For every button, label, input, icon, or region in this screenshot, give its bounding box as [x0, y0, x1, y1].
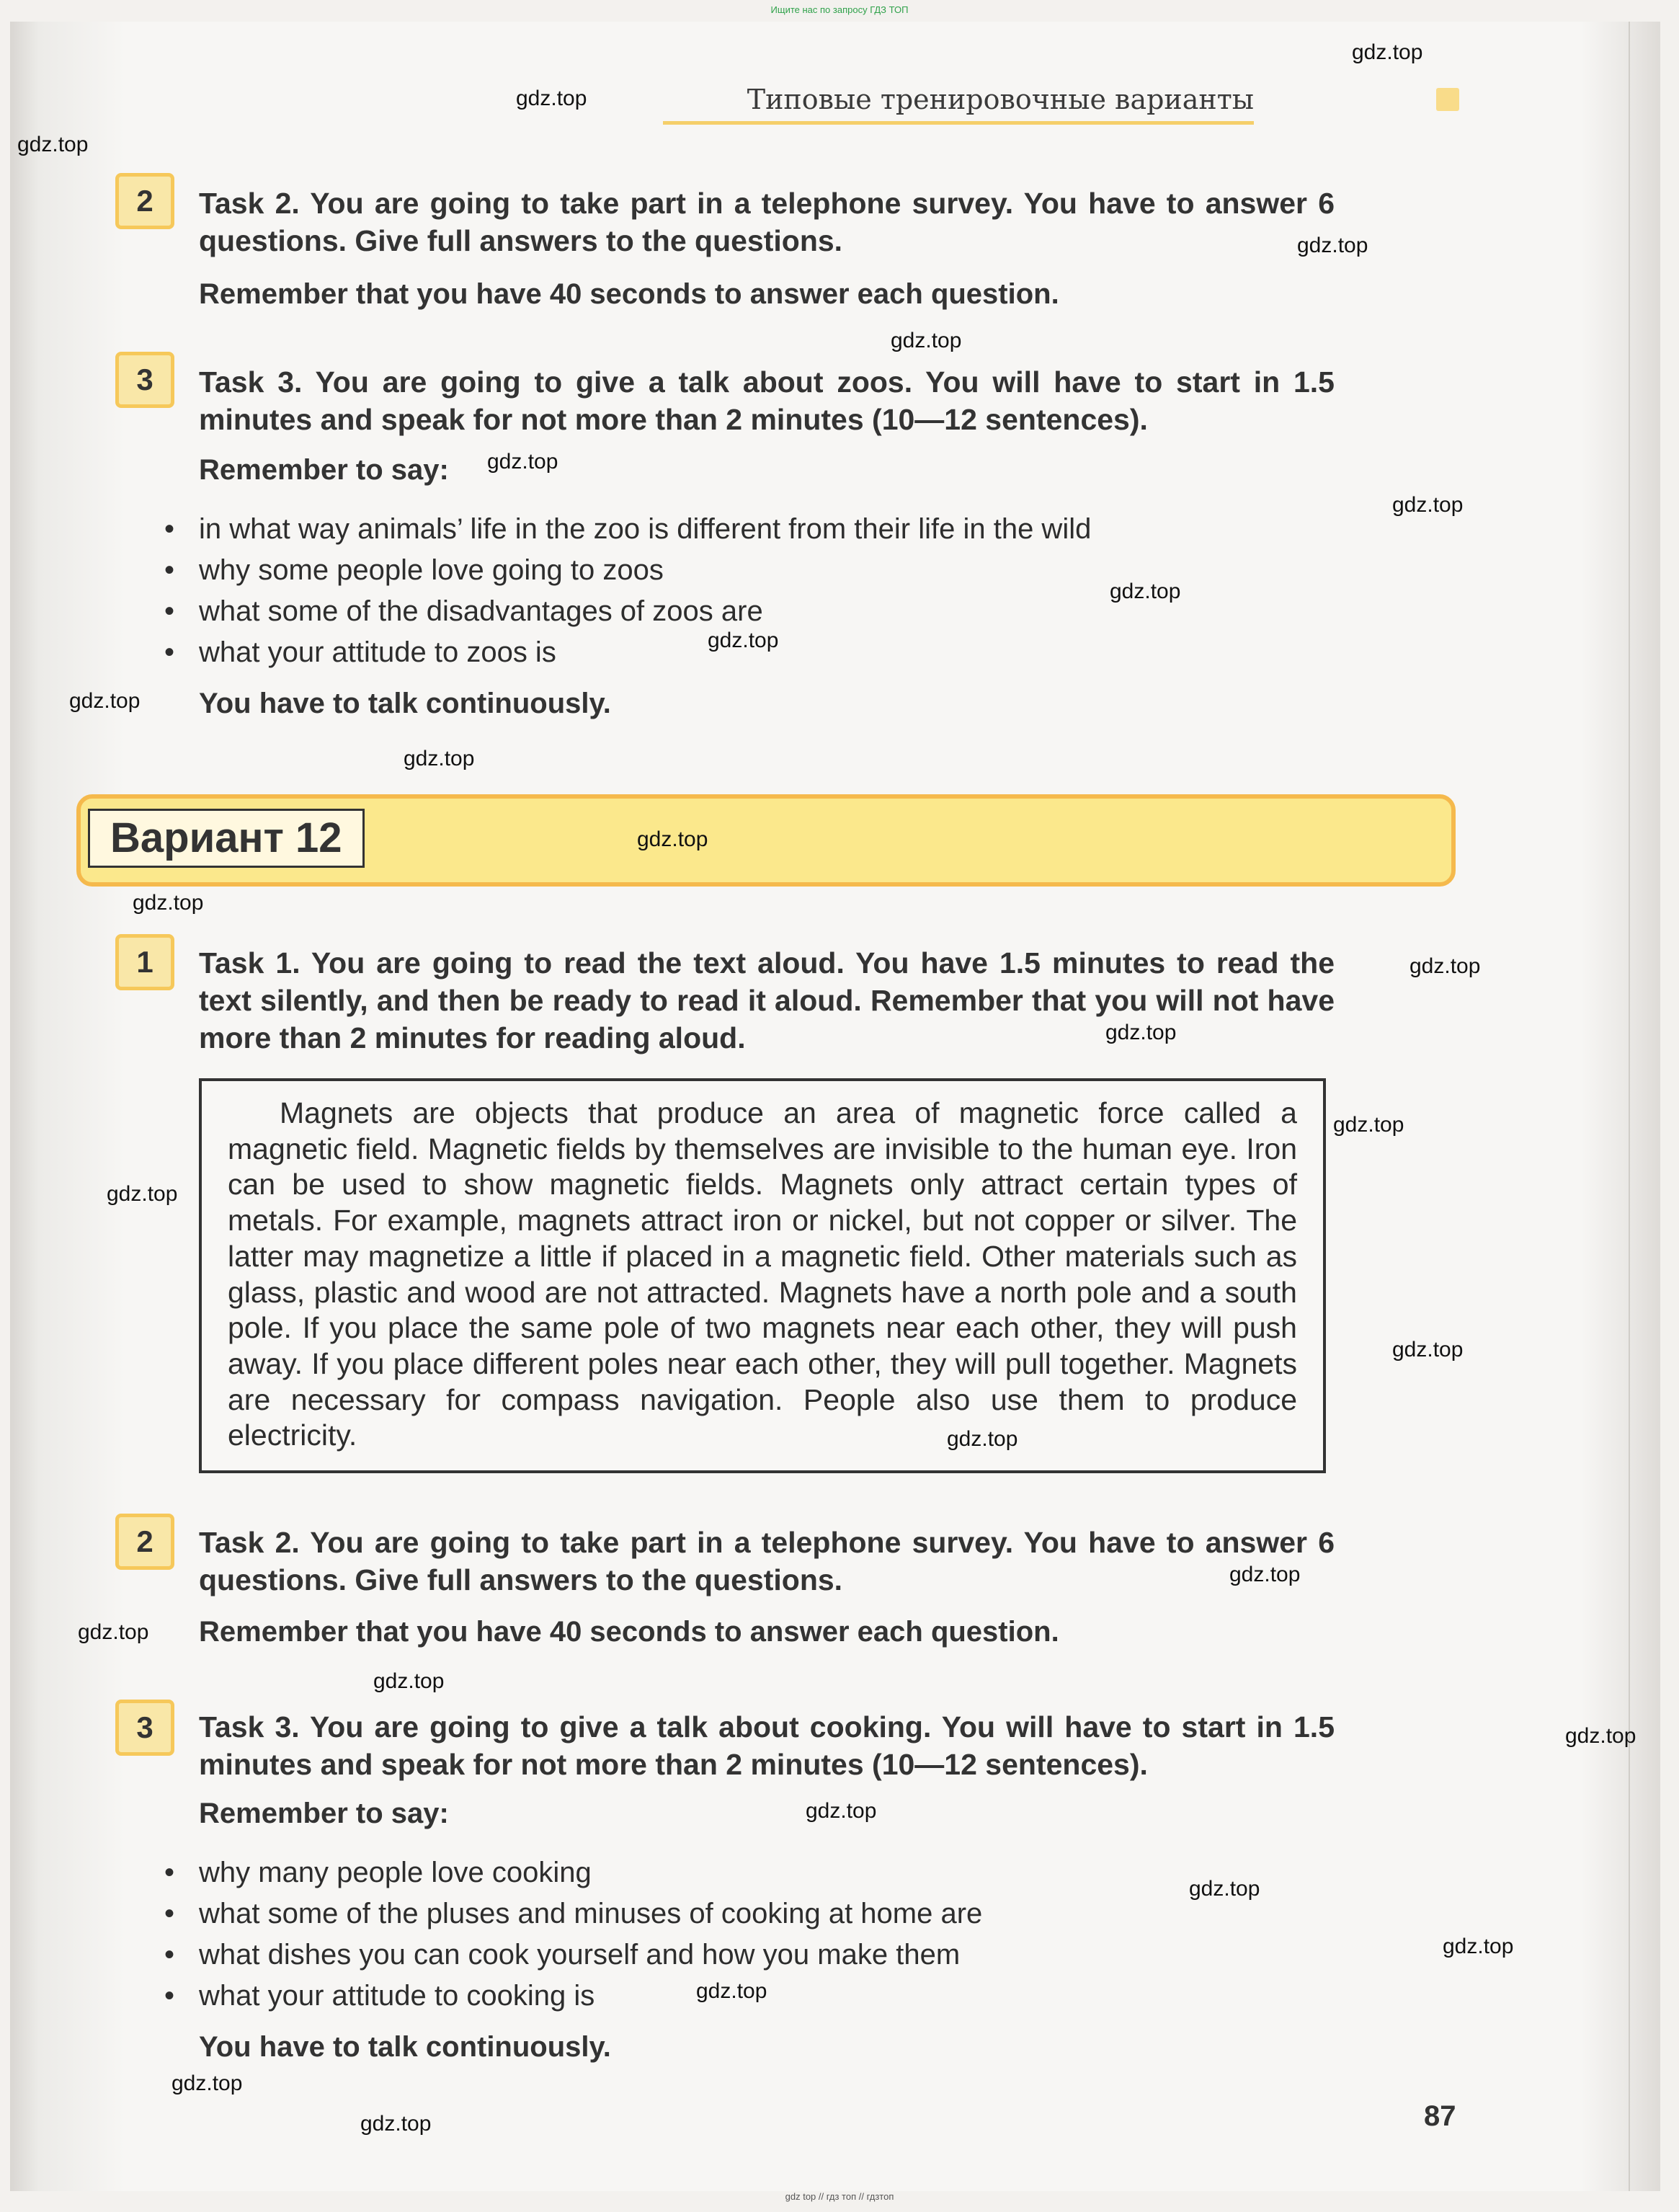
watermark: gdz.top [708, 628, 779, 652]
bottom-note: gdz top // гдз топ // гдзтоп [785, 2191, 894, 2202]
watermark: gdz.top [516, 86, 587, 110]
watermark: gdz.top [69, 689, 141, 713]
talk-points-list [164, 1852, 982, 2017]
task-reminder: Remember to say: [199, 454, 449, 486]
watermark: gdz.top [1110, 579, 1181, 603]
watermark: gdz.top [1392, 493, 1464, 517]
watermark: gdz.top [806, 1799, 877, 1823]
list-item: • what some of the disadvantages of zoos are [164, 591, 1091, 632]
watermark: gdz.top [487, 450, 558, 474]
watermark: gdz.top [1409, 954, 1481, 978]
task-number-badge: 2 [115, 1514, 174, 1570]
list-item: • in what way animals’ life in the zoo is different from their life in the wild [164, 509, 1091, 550]
watermark: gdz.top [1443, 1935, 1514, 1958]
list-item: • what your attitude to zoos is [164, 632, 1091, 673]
variant-title: Вариант 12 [88, 809, 365, 868]
task-closing: You have to talk continuously. [199, 2031, 611, 2063]
task-instruction: Task 2. You are going to take part in a telephone survey. You have to answer 6 questions. Give full answers to the questions. [199, 187, 1335, 257]
watermark: gdz.top [1392, 1338, 1464, 1362]
watermark: gdz.top [172, 2071, 243, 2095]
task-number-badge: 1 [115, 934, 174, 990]
page-header-title: Типовые тренировочные варианты [663, 84, 1254, 125]
watermark: gdz.top [696, 1979, 767, 2003]
reading-passage: Magnets are objects that produce an area of magnetic force called a magnetic field. Magnetic fields by themselves are invisible to the human eye. Iron can be used to show magnetic fields. Magnets only attract certain types of metals. For example, magnets attract iron or nickel, but not copper or silver. The latter may magnetize a little if placed in a magnetic field. Other materials such as glass, plastic and wood are not attracted. Magnets have a north pole and a south pole. If you place the same pole of two magnets near each other, they will push away. If you place different poles near each other, they will pull together. Magnets are necessary for compass navigation. People also use them to produce electricity. [199, 1078, 1326, 1473]
watermark: gdz.top [78, 1620, 149, 1644]
task-reminder: Remember to say: [199, 1798, 449, 1829]
top-note: Ищите нас по запросу ГДЗ ТОП [770, 4, 909, 15]
page-number: 87 [1424, 2100, 1456, 2132]
talk-points-list [164, 509, 1091, 673]
list-item: • what some of the pluses and minuses of cooking at home are [164, 1893, 982, 1935]
task-closing: You have to talk continuously. [199, 688, 611, 719]
page-edge-divider [1629, 22, 1630, 2191]
list-item: • why many people love cooking [164, 1852, 982, 1893]
task-instruction: Task 3. You are going to give a talk about cooking. You will have to start in 1.5 minutes and speak for not more than 2 minutes (10—12 sentences). [199, 1710, 1335, 1781]
watermark: gdz.top [637, 827, 708, 851]
task-number-badge: 2 [115, 173, 174, 229]
watermark: gdz.top [1229, 1563, 1301, 1586]
task-instruction: Task 3. You are going to give a talk about zoos. You will have to start in 1.5 minutes and speak for not more than 2 minutes (10—12 sentences). [199, 365, 1335, 436]
task-number-badge: 3 [115, 1700, 174, 1756]
watermark: gdz.top [947, 1427, 1018, 1451]
watermark: gdz.top [360, 2112, 432, 2136]
watermark: gdz.top [1352, 40, 1423, 64]
list-item: • what your attitude to cooking is [164, 1976, 982, 2017]
task-reminder: Remember that you have 40 seconds to answer each question. [199, 1616, 1059, 1648]
watermark: gdz.top [1189, 1877, 1260, 1901]
task-reminder: Remember that you have 40 seconds to answer each question. [199, 278, 1059, 310]
watermark: gdz.top [17, 133, 89, 156]
list-item: • what dishes you can cook yourself and how you make them [164, 1935, 982, 1976]
watermark: gdz.top [891, 329, 962, 352]
watermark: gdz.top [404, 747, 475, 770]
watermark: gdz.top [1105, 1021, 1177, 1044]
task-number-badge: 3 [115, 352, 174, 408]
watermark: gdz.top [1333, 1113, 1404, 1137]
watermark: gdz.top [133, 891, 204, 915]
task-instruction: Task 2. You are going to take part in a telephone survey. You have to answer 6 questions. Give full answers to the questions. [199, 1526, 1335, 1596]
watermark: gdz.top [1565, 1724, 1636, 1748]
task-instruction: Task 1. You are going to read the text aloud. You have 1.5 minutes to read the text silently, and then be ready to read it aloud. Remember that you will not have more than 2 minutes for reading aloud. [199, 946, 1335, 1054]
header-square-icon [1436, 88, 1459, 111]
watermark: gdz.top [373, 1669, 445, 1693]
watermark: gdz.top [1297, 234, 1368, 257]
watermark: gdz.top [107, 1182, 178, 1206]
list-item: • why some people love going to zoos [164, 550, 1091, 591]
